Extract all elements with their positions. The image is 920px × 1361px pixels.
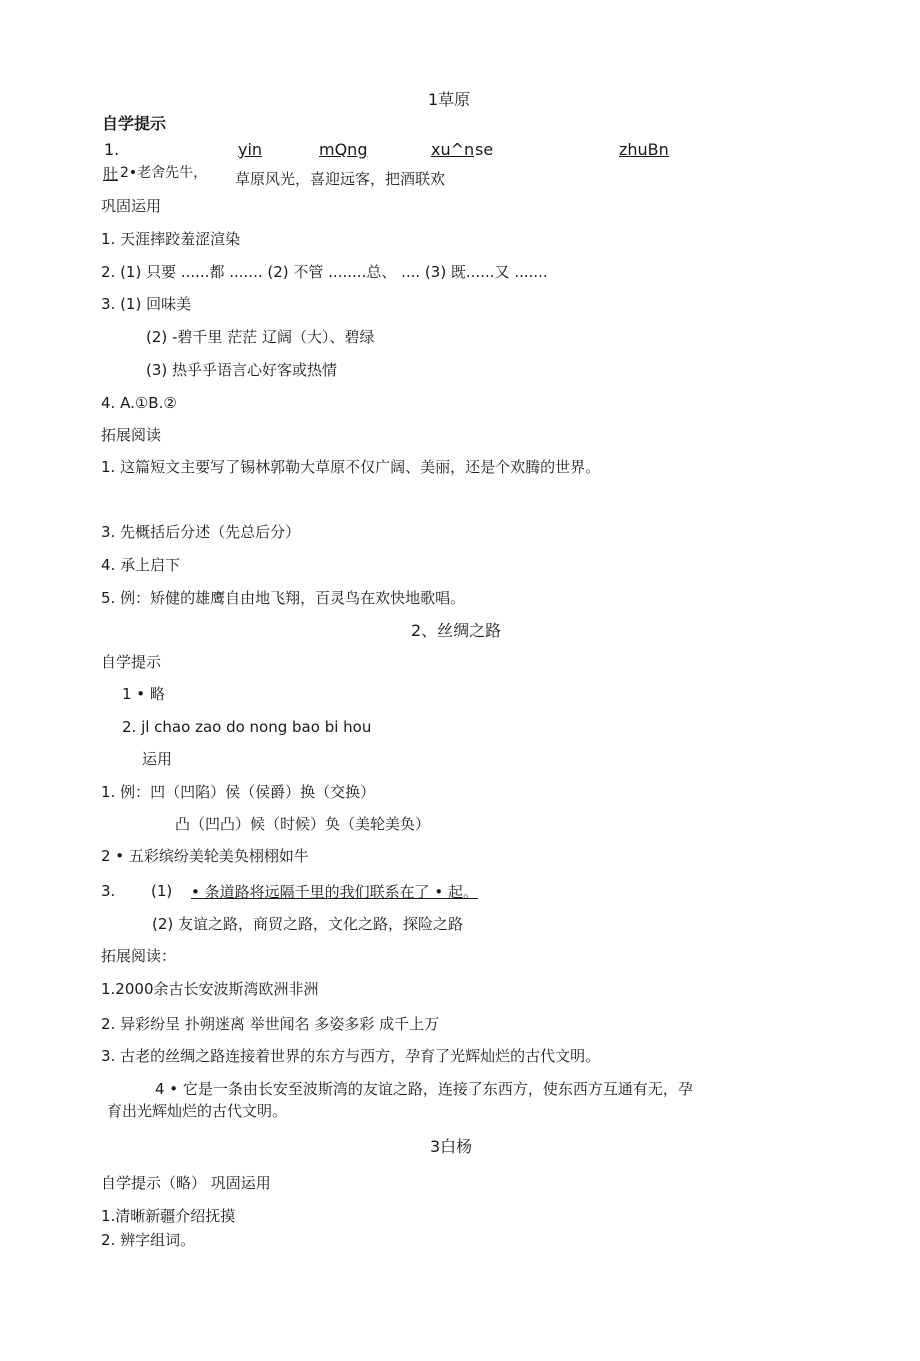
answer-line: 3. 古老的丝绸之路连接着世界的东方与西方，孕育了光辉灿烂的古代文明。 xyxy=(101,1047,601,1065)
section-title-sichou: 2、丝绸之路 xyxy=(411,621,502,640)
answer-underlined-sentence: • 条道路将远隔千里的我们联系在了 • 起。 xyxy=(191,883,479,901)
answer-line: (2) -碧千里 茫茫 辽阔（大）、碧绿 xyxy=(146,328,375,346)
item-sub-number: (1) xyxy=(151,882,173,900)
answer-line: (2) 友谊之路，商贸之路，文化之路，探险之路 xyxy=(152,915,464,933)
answer-line: 育出光辉灿烂的古代文明。 xyxy=(107,1102,288,1120)
answer-line: (3) 热乎乎语言心好客或热情 xyxy=(146,361,338,379)
heading-tuozhan: 拓展阅读 xyxy=(101,426,162,444)
answer-line: 2. jl chao zao do nong bao bi hou xyxy=(122,718,372,736)
answer-line: 1.清晰新疆介绍抚摸 xyxy=(101,1207,236,1225)
item-number: 1. xyxy=(104,140,120,159)
section-title-baiyang: 3白杨 xyxy=(430,1137,473,1156)
pinyin-2: mQng xyxy=(319,140,368,159)
answer-line: 5. 例：矫健的雄鹰自由地飞翔，百灵鸟在欢快地歌唱。 xyxy=(101,589,466,607)
answer-line: 自学提示（略） 巩固运用 xyxy=(101,1174,271,1192)
heading-yunyong: 运用 xyxy=(142,750,173,768)
pinyin-5: zhuBn xyxy=(619,140,669,159)
answer-line: 2 • 五彩缤纷美轮美奂栩栩如牛 xyxy=(101,847,309,865)
heading-zixue-tishi: 自学提示 xyxy=(101,653,162,671)
heading-gonggu: 巩固运用 xyxy=(101,197,162,215)
answer-line: 1. 例：凹（凹陷）侯（侯爵）换（交换） xyxy=(101,783,376,801)
answer-line: 2. 异彩纷呈 扑朔迷离 举世闻名 多姿多彩 成千上万 xyxy=(101,1015,440,1033)
section-title-caoyuan: 1草原 xyxy=(428,90,471,109)
answer-line: 2. (1) 只要 ......都 ....... (2) 不管 ........总、 .... (3) 既......又 ....... xyxy=(101,263,548,281)
pinyin-3: xu^n xyxy=(431,140,475,159)
pinyin-4: se xyxy=(475,140,494,159)
answer-word: 肚 xyxy=(103,165,119,183)
answer-line: 2. 辨字组词。 xyxy=(101,1231,196,1249)
answer-line: 凸（凹凸）候（时候）奂（美轮美奂） xyxy=(175,815,431,833)
answer-line: 1. 这篇短文主要写了锡林郭勒大草原不仅广阔、美丽，还是个欢腾的世界。 xyxy=(101,458,601,476)
item-number: 3. xyxy=(101,882,116,900)
answer-line: 1. 天涯摔跤羞涩渲染 xyxy=(101,230,241,248)
answer-line: 1 • 略 xyxy=(122,685,165,703)
answer-line: 1.2000余古长安波斯湾欧洲非洲 xyxy=(101,980,319,998)
pinyin-1: yin xyxy=(238,140,263,159)
answer-line: 4. 承上启下 xyxy=(101,556,181,574)
answer-line: 4 • 它是一条由长安至波斯湾的友谊之路，连接了东西方，使东西方互通有无，孕 xyxy=(155,1080,693,1098)
heading-zixue-tishi: 自学提示 xyxy=(102,114,167,133)
answer-phrases: 草原风光，喜迎远客，把酒联欢 xyxy=(235,170,446,188)
answer-line: 3. (1) 回味美 xyxy=(101,295,192,313)
heading-tuozhan: 拓展阅读： xyxy=(101,947,177,965)
answer-line: 3. 先概括后分述（先总后分） xyxy=(101,523,301,541)
answer-author: 2•老舍先牛， xyxy=(120,165,208,181)
answer-line: 4. A.①B.② xyxy=(101,394,177,412)
